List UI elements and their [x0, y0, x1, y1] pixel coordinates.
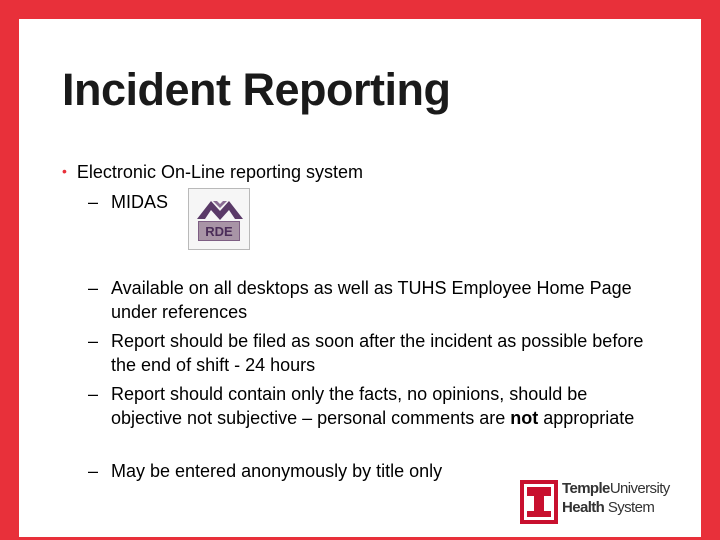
sub-item-available — [88, 276, 651, 324]
temple-t-icon — [520, 480, 558, 524]
dash-marker: – — [88, 384, 99, 404]
rde-logo — [188, 188, 250, 250]
slide-title: Incident Reporting — [62, 64, 451, 115]
facts-text-bold: not — [510, 408, 539, 428]
frame-right-border — [701, 0, 720, 540]
sub-item-text: MIDAS — [111, 192, 169, 212]
sub-item-text: May be entered anonymously by title only — [111, 461, 443, 481]
facts-text-1: Report should contain only the facts, no opinions, should be objective not subjective – personal comments are — [111, 384, 588, 428]
frame-left-border — [0, 0, 19, 540]
frame-top-border — [0, 0, 720, 19]
sub-item-text — [111, 382, 651, 430]
logo-wordmark — [562, 479, 670, 517]
dash-marker: – — [88, 192, 99, 212]
logo-line2-bold: Health — [562, 499, 605, 516]
temple-health-logo — [520, 478, 700, 526]
logo-line2-rest: System — [607, 499, 655, 516]
sub-item-text: Available on all desktops as well as TUHS Employee Home Page under references — [111, 278, 632, 322]
sub-item-midas — [88, 190, 651, 214]
bullet-text: Electronic On-Line reporting system — [76, 162, 364, 182]
logo-line1-rest: University — [609, 480, 670, 497]
sub-item-text: Report should be filed as soon after the incident as possible before the end of shift - 24 hours — [111, 331, 644, 375]
rde-label: RDE — [198, 221, 240, 241]
dash-marker: – — [88, 278, 99, 298]
sub-item-filed — [88, 329, 651, 377]
bullet-item — [62, 162, 363, 183]
facts-text-2: appropriate — [538, 408, 635, 428]
sub-item-facts — [88, 382, 651, 430]
dash-marker: – — [88, 331, 99, 351]
bullet-dot-icon: • — [62, 163, 67, 179]
logo-line1-bold: Temple — [562, 480, 610, 497]
dash-marker: – — [88, 461, 99, 481]
